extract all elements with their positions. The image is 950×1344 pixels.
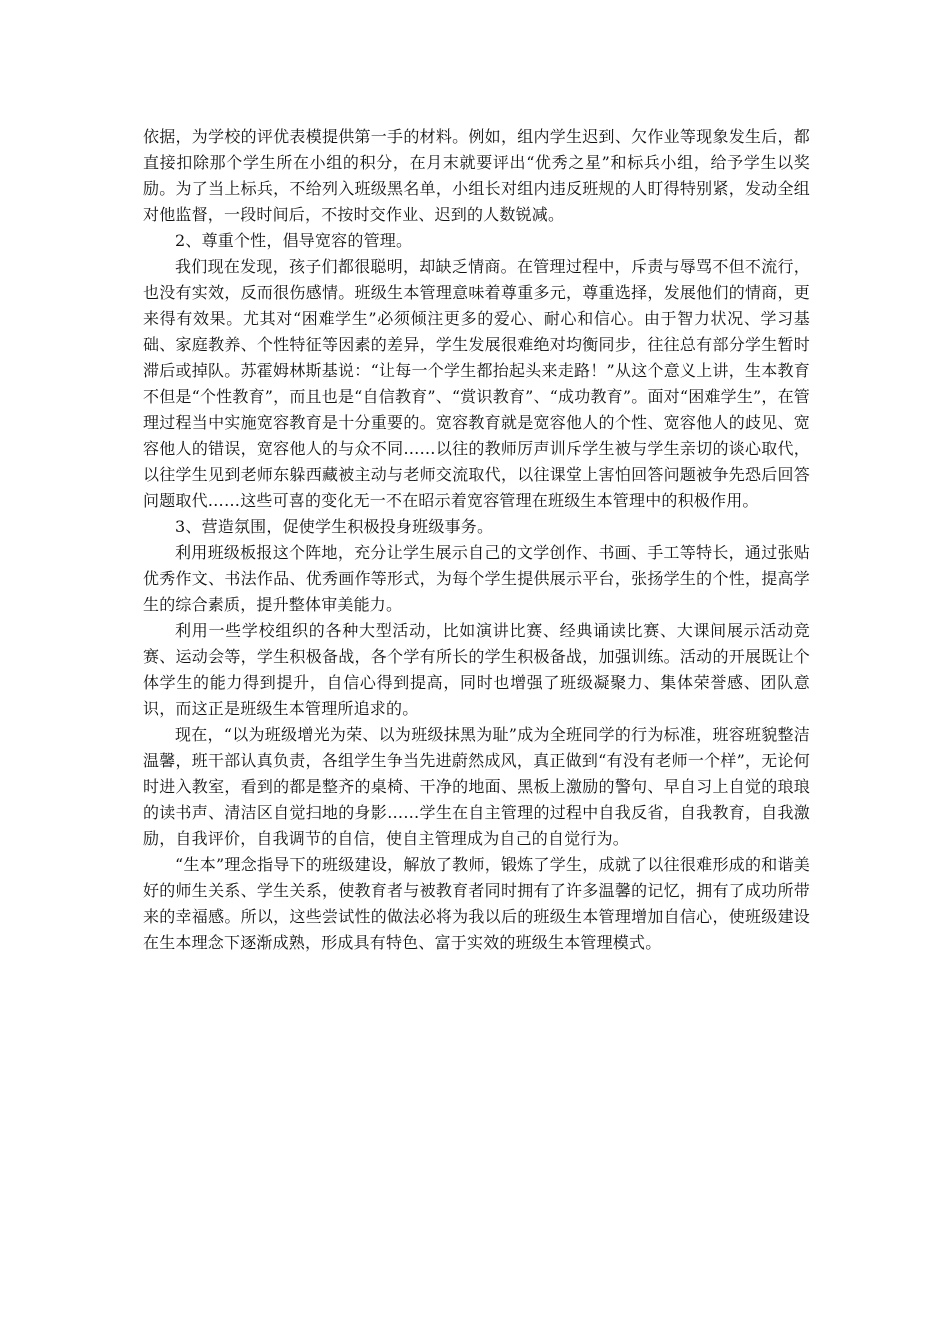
- section-heading-3: 3、营造氛围，促使学生积极投身班级事务。: [175, 517, 494, 536]
- section-heading-2: 2、尊重个性，倡导宽容的管理。: [175, 231, 413, 250]
- paragraph-continuation: 依据，为学校的评优表模提供第一手的材料。例如，组内学生迟到、欠作业等现象发生后，都直接扣除那个学生所在小组的积分，在月末就要评出“优秀之星”和标兵小组，给予学生以奖励。为了当上标兵，不给列入班级黑名单，小组长对组内违反班规的人盯得特别紧，发动全组对他监督，一段时间后，不按时交作业、迟到的人数锐减。: [143, 127, 810, 224]
- paragraph: 利用班级板报这个阵地，充分让学生展示自己的文学创作、书画、手工等特长，通过张贴优秀作文、书法作品、优秀画作等形式，为每个学生提供展示平台，张扬学生的个性，提高学生的综合素质，提升整体审美能力。: [143, 543, 810, 614]
- paragraph: 利用一些学校组织的各种大型活动，比如演讲比赛、经典诵读比赛、大课间展示活动竞赛、运动会等，学生积极备战，各个学有所长的学生积极备战，加强训练。活动的开展既让个体学生的能力得到提升，自信心得到提高，同时也增强了班级凝聚力、集体荣誉感、团队意识，而这正是班级生本管理所追求的。: [143, 621, 810, 718]
- paragraph-conclusion: “生本”理念指导下的班级建设，解放了教师，锻炼了学生，成就了以往很难形成的和谐美好的师生关系、学生关系，使教育者与被教育者同时拥有了许多温馨的记忆，拥有了成功所带来的幸福感。所以，这些尝试性的做法必将为我以后的班级生本管理增加自信心，使班级建设在生本理念下逐渐成熟，形成具有特色、富于实效的班级生本管理模式。: [143, 855, 810, 952]
- paragraph: 现在，“以为班级增光为荣、以为班级抹黑为耻”成为全班同学的行为标准，班容班貌整洁温馨，班干部认真负责，各组学生争当先进蔚然成风，真正做到“有没有老师一个样”，无论何时进入教室，看到的都是整齐的桌椅、干净的地面、黑板上激励的警句、早自习上自觉的琅琅的读书声、清洁区自觉扫地的身影……学生在自主管理的过程中自我反省，自我教育，自我激励，自我评价，自我调节的自信，使自主管理成为自己的自觉行为。: [143, 725, 810, 848]
- paragraph: 我们现在发现，孩子们都很聪明，却缺乏情商。在管理过程中，斥责与辱骂不但不流行，也没有实效，反而很伤感情。班级生本管理意味着尊重多元，尊重选择，发展他们的情商，更来得有效果。尤其对“困难学生”必须倾注更多的爱心、耐心和信心。由于智力状况、学习基础、家庭教养、个性特征等因素的差异，学生发展很难绝对均衡同步，往往总有部分学生暂时滞后或掉队。苏霍姆林斯基说：“让每一个学生都抬起头来走路！”从这个意义上讲，生本教育不但是“个性教育”，而且也是“自信教育”、“赏识教育”、“成功教育”。面对“困难学生”，在管理过程当中实施宽容教育是十分重要的。宽容教育就是宽容他人的个性、宽容他人的歧见、宽容他人的错误，宽容他人的与众不同……以往的教师厉声训斥学生被与学生亲切的谈心取代，以往学生见到老师东躲西藏被主动与老师交流取代，以往课堂上害怕回答问题被争先恐后回答问题取代……这些可喜的变化无一不在昭示着宽容管理在班级生本管理中的积极作用。: [143, 257, 810, 510]
- document-body: [143, 124, 810, 956]
